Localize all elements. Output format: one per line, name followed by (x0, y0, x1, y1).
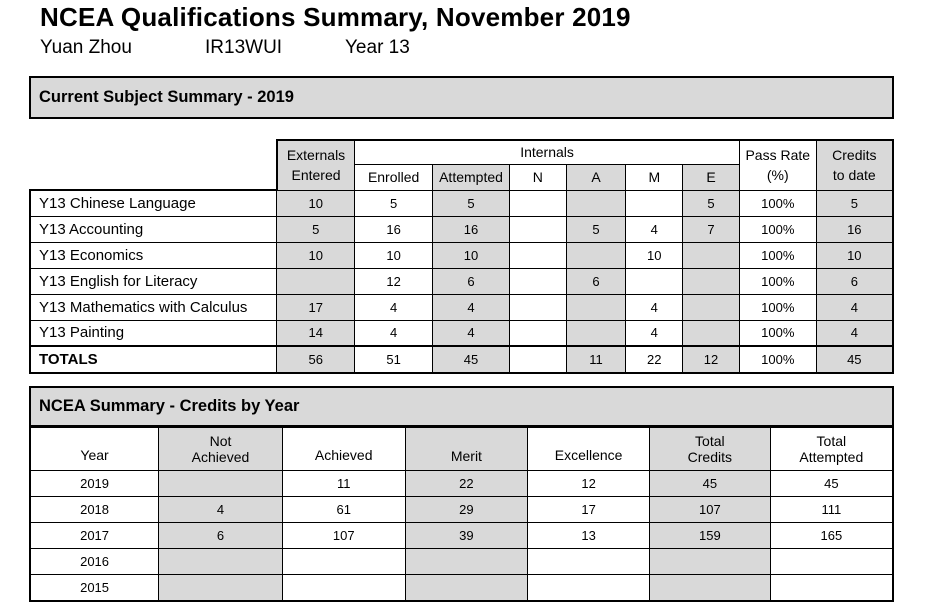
credits-by-year-table (29, 427, 894, 602)
a-header: A (566, 164, 626, 190)
total-credits-header (650, 428, 771, 471)
pass-rate-cell: 100% (739, 242, 816, 268)
totals-credits: 45 (816, 346, 893, 373)
pass-rate-cell: 100% (739, 268, 816, 294)
m-cell: 10 (626, 242, 683, 268)
merit-cell (405, 549, 528, 575)
credits-by-year-heading: NCEA Summary - Credits by Year (29, 386, 894, 427)
student-year: Year 13 (345, 37, 410, 58)
e-cell: 5 (683, 190, 740, 216)
totals-a: 11 (566, 346, 626, 373)
total-attempted-cell: 45 (770, 471, 893, 497)
e-cell (683, 320, 740, 346)
merit-cell: 22 (405, 471, 528, 497)
externals-cell: 14 (277, 320, 355, 346)
subject-name: Y13 Chinese Language (30, 190, 277, 216)
year-cell: 2017 (30, 523, 159, 549)
excellence-cell (528, 575, 650, 601)
year-row (30, 575, 893, 601)
subject-name: Y13 Economics (30, 242, 277, 268)
achieved-cell (282, 575, 405, 601)
subject-row (30, 242, 893, 268)
a-cell (566, 190, 626, 216)
achieved-header: Achieved (282, 428, 405, 471)
totals-externals: 56 (277, 346, 355, 373)
pass-rate-line2: (%) (766, 167, 789, 184)
total-credits-cell: 159 (650, 523, 771, 549)
enrolled-cell: 4 (355, 320, 433, 346)
merit-header: Merit (405, 428, 528, 471)
a-cell (566, 294, 626, 320)
credits-cell: 16 (816, 216, 893, 242)
credits-to-date-header (816, 140, 893, 190)
total-attempted-cell (770, 549, 893, 575)
externals-header-line1: Externals (286, 147, 346, 164)
credits-cell: 5 (816, 190, 893, 216)
excellence-cell: 17 (528, 497, 650, 523)
subject-name: Y13 Painting (30, 320, 277, 346)
subject-row (30, 294, 893, 320)
pass-rate-header (739, 140, 816, 190)
enrolled-header: Enrolled (355, 164, 433, 190)
total-credits-line2: Credits (687, 449, 733, 465)
pass-rate-cell: 100% (739, 190, 816, 216)
subject-name: Y13 Mathematics with Calculus (30, 294, 277, 320)
a-cell (566, 320, 626, 346)
year-cell: 2015 (30, 575, 159, 601)
excellence-cell: 12 (528, 471, 650, 497)
achieved-cell (282, 549, 405, 575)
excellence-header: Excellence (528, 428, 650, 471)
merit-cell (405, 575, 528, 601)
n-cell (509, 268, 566, 294)
e-cell: 7 (683, 216, 740, 242)
year-row (30, 549, 893, 575)
achieved-cell: 61 (282, 497, 405, 523)
excellence-cell (528, 549, 650, 575)
enrolled-cell: 12 (355, 268, 433, 294)
externals-header-line2: Entered (291, 167, 341, 184)
pass-rate-line1: Pass Rate (745, 147, 811, 164)
credits-header-line1: Credits (832, 147, 877, 164)
externals-cell: 5 (277, 216, 355, 242)
externals-cell (277, 268, 355, 294)
m-header: M (626, 164, 683, 190)
credits-cell: 4 (816, 320, 893, 346)
n-cell (509, 294, 566, 320)
credits-header-line2: to date (832, 167, 876, 184)
totals-e: 12 (683, 346, 740, 373)
m-cell (626, 190, 683, 216)
not-achieved-cell (159, 575, 283, 601)
a-cell: 6 (566, 268, 626, 294)
merit-cell: 39 (405, 523, 528, 549)
totals-label: TOTALS (30, 346, 277, 373)
subject-summary-table (29, 139, 894, 374)
year-row (30, 497, 893, 523)
total-attempted-cell: 165 (770, 523, 893, 549)
m-cell: 4 (626, 320, 683, 346)
attempted-header: Attempted (433, 164, 510, 190)
page-title: NCEA Qualifications Summary, November 2019 (40, 2, 631, 32)
externals-cell: 17 (277, 294, 355, 320)
total-credits-line1: Total (695, 433, 725, 449)
pass-rate-cell: 100% (739, 294, 816, 320)
credits-cell: 6 (816, 268, 893, 294)
total-attempted-line2: Attempted (799, 449, 864, 465)
subject-row (30, 268, 893, 294)
year-header: Year (30, 428, 159, 471)
credits-cell: 10 (816, 242, 893, 268)
n-cell (509, 190, 566, 216)
not-achieved-line2: Achieved (191, 449, 250, 465)
year-row (30, 471, 893, 497)
merit-cell: 29 (405, 497, 528, 523)
excellence-cell: 13 (528, 523, 650, 549)
m-cell: 4 (626, 216, 683, 242)
totals-row (30, 346, 893, 373)
not-achieved-line1: Not (209, 433, 232, 449)
total-attempted-cell (770, 575, 893, 601)
achieved-cell: 107 (282, 523, 405, 549)
total-attempted-line1: Total (816, 433, 847, 449)
subject-name: Y13 Accounting (30, 216, 277, 242)
subject-row (30, 190, 893, 216)
total-credits-cell: 107 (650, 497, 771, 523)
not-achieved-cell (159, 471, 283, 497)
not-achieved-cell: 4 (159, 497, 283, 523)
year-cell: 2016 (30, 549, 159, 575)
year-cell: 2019 (30, 471, 159, 497)
attempted-cell: 10 (433, 242, 510, 268)
subject-name: Y13 English for Literacy (30, 268, 277, 294)
not-achieved-cell: 6 (159, 523, 283, 549)
total-credits-cell: 45 (650, 471, 771, 497)
e-header: E (683, 164, 740, 190)
not-achieved-cell (159, 549, 283, 575)
subject-row (30, 216, 893, 242)
internals-header: Internals (355, 140, 740, 164)
totals-enrolled: 51 (355, 346, 433, 373)
e-cell (683, 242, 740, 268)
pass-rate-cell: 100% (739, 320, 816, 346)
enrolled-cell: 4 (355, 294, 433, 320)
e-cell (683, 294, 740, 320)
n-cell (509, 320, 566, 346)
externals-header (277, 140, 355, 190)
subject-row (30, 320, 893, 346)
attempted-cell: 4 (433, 320, 510, 346)
pass-rate-cell: 100% (739, 216, 816, 242)
achieved-cell: 11 (282, 471, 405, 497)
year-cell: 2018 (30, 497, 159, 523)
attempted-cell: 16 (433, 216, 510, 242)
enrolled-cell: 16 (355, 216, 433, 242)
student-id: IR13WUI (205, 37, 283, 58)
externals-cell: 10 (277, 190, 355, 216)
enrolled-cell: 5 (355, 190, 433, 216)
totals-attempted: 45 (433, 346, 510, 373)
totals-pass-rate: 100% (739, 346, 816, 373)
enrolled-cell: 10 (355, 242, 433, 268)
m-cell: 4 (626, 294, 683, 320)
attempted-cell: 5 (433, 190, 510, 216)
total-attempted-cell: 111 (770, 497, 893, 523)
e-cell (683, 268, 740, 294)
attempted-cell: 6 (433, 268, 510, 294)
externals-cell: 10 (277, 242, 355, 268)
totals-m: 22 (626, 346, 683, 373)
a-cell: 5 (566, 216, 626, 242)
subject-summary-heading: Current Subject Summary - 2019 (29, 76, 894, 119)
year-row (30, 523, 893, 549)
n-cell (509, 216, 566, 242)
attempted-cell: 4 (433, 294, 510, 320)
blank-corner (30, 140, 277, 190)
m-cell (626, 268, 683, 294)
n-header: N (509, 164, 566, 190)
totals-n (509, 346, 566, 373)
total-credits-cell (650, 549, 771, 575)
credits-cell: 4 (816, 294, 893, 320)
n-cell (509, 242, 566, 268)
total-attempted-header (770, 428, 893, 471)
total-credits-cell (650, 575, 771, 601)
a-cell (566, 242, 626, 268)
not-achieved-header (159, 428, 283, 471)
student-name: Yuan Zhou (40, 37, 132, 58)
